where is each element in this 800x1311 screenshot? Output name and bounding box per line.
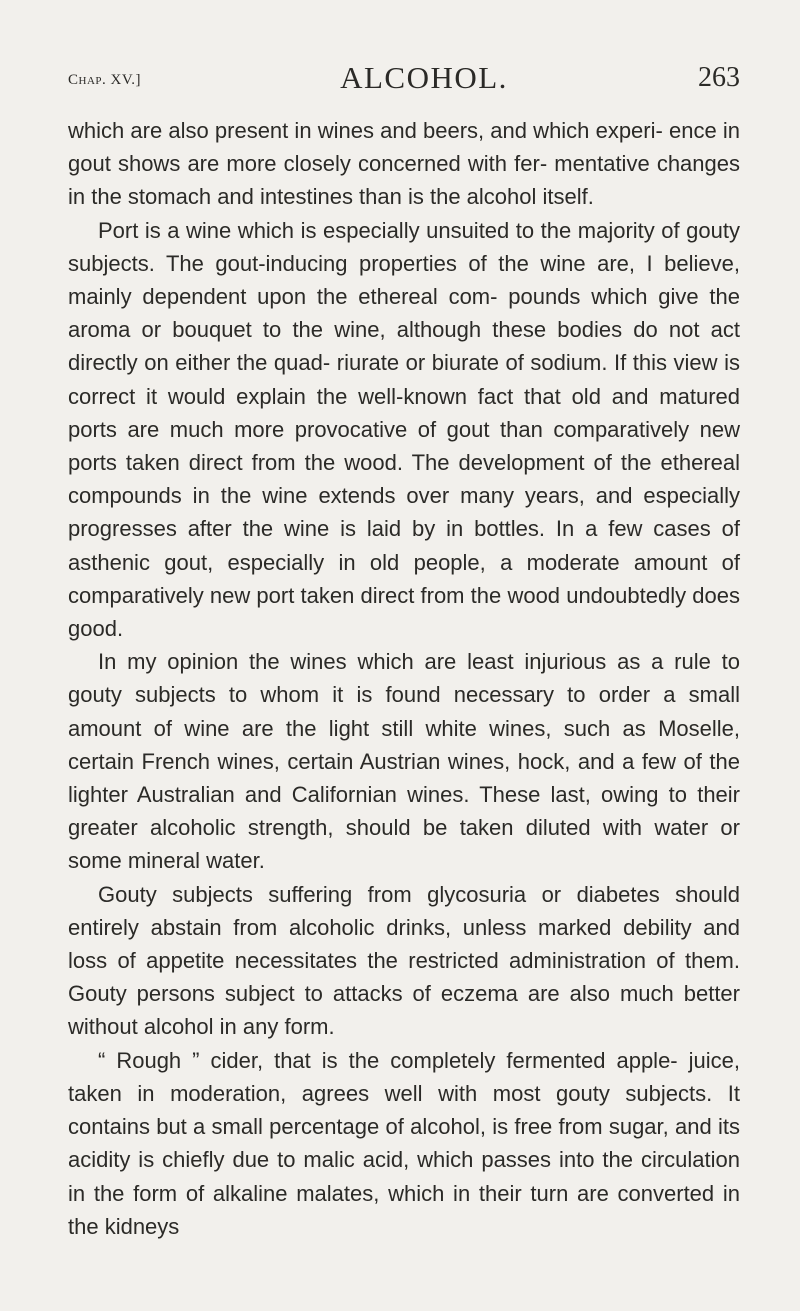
paragraph-glycosuria: Gouty subjects suffering from glycosuria or diabetes should entirely abstain from alcoholic drinks, unless marked debility and loss of appetite necessitates the restricted administration of them. Gouty persons subject to attacks of eczema are also much better without alcohol in any form. bbox=[68, 881, 740, 1040]
paragraph-port-wine: Port is a wine which is especially unsuited to the majority of gouty subjects. The gout-inducing properties of the wine are, I believe, mainly dependent upon the ethereal com- pounds which give the aroma or bouquet to the wine, although these bodies do not act directly on either the quad- riurate or biurate of sodium. If this view is correct it would explain the well-known fact that old and matured ports are much more provocative of gout than comparatively new ports taken direct from the wood. The development of the ethereal compounds in the wine extends over many years, and especially progresses after the wine is laid by in bottles. In a few cases of asthenic gout, especially in old people, a moderate amount of comparatively new port taken direct from the wood undoubtedly does good. bbox=[68, 217, 740, 642]
paragraph-cider: “ Rough ” cider, that is the completely fermented apple- juice, taken in moderation, agrees well with most gouty subjects. It contains but a small percentage of alcohol, is free from sugar, and its acidity is chiefly due to malic acid, which passes into the circulation in the form of alkaline malates, which in their turn are converted in the kidneys bbox=[68, 1047, 740, 1239]
paragraph-continued: which are also present in wines and beers, and which experi- ence in gout shows are more closely concerned with fer- mentative changes in the stomach and intestines than is the alcohol itself. bbox=[68, 118, 740, 210]
running-head bbox=[68, 60, 740, 100]
page-number: 263 bbox=[698, 62, 740, 93]
paragraph-light-wines: In my opinion the wines which are least injurious as a rule to gouty subjects to whom it is found necessary to order a small amount of wine are the light still white wines, such as Moselle, certain French wines, certain Austrian wines, hock, and a few of the lighter Australian and Californian wines. These last, owing to their greater alcoholic strength, should be taken diluted with water or some mineral water. bbox=[68, 649, 740, 874]
body-text bbox=[68, 114, 740, 1243]
chapter-label: Chap. XV.] bbox=[68, 72, 141, 88]
page-title: ALCOHOL. bbox=[340, 60, 508, 95]
